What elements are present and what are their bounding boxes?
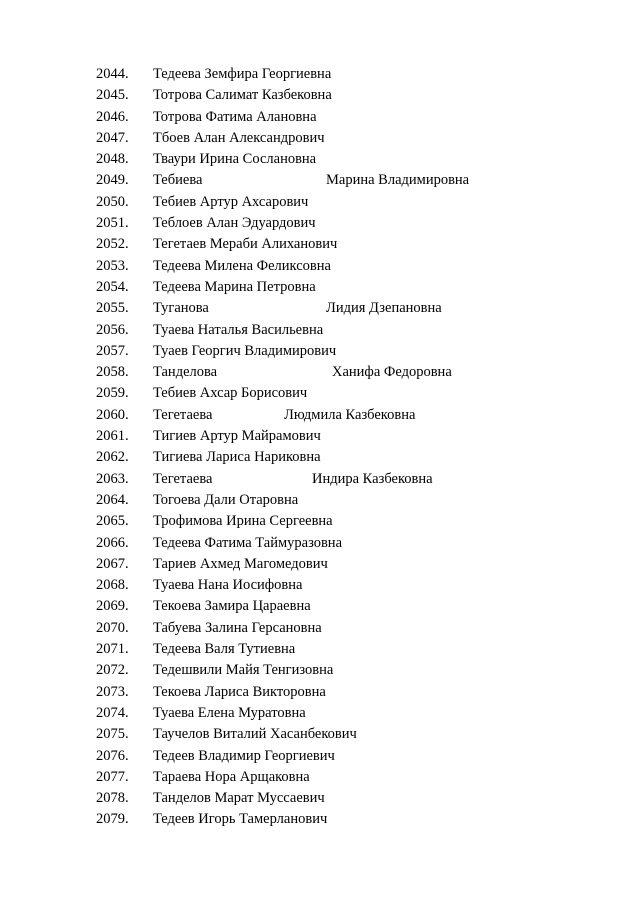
list-item <box>0 426 640 447</box>
list-item <box>0 618 640 639</box>
entry-name: Текоева Лариса Викторовна <box>153 683 326 700</box>
entry-number: 2045. <box>96 87 129 104</box>
entry-name-continued: Лидия Дзепановна <box>326 300 442 317</box>
entry-name: Танделов Марат Муссаевич <box>153 790 325 807</box>
list-item <box>0 64 640 85</box>
entry-name: Туаева Елена Муратовна <box>153 704 306 721</box>
entry-number: 2057. <box>96 342 129 359</box>
entry-number: 2075. <box>96 726 129 743</box>
entry-number: 2066. <box>96 534 129 551</box>
entry-name: Таучелов Виталий Хасанбекович <box>153 726 357 743</box>
entry-number: 2078. <box>96 790 129 807</box>
entry-name: Туганова <box>153 300 209 317</box>
entry-name-continued: Людмила Казбековна <box>284 406 416 423</box>
entry-name: Тегетаева <box>153 470 213 487</box>
entry-name: Туаев Георгич Владимирович <box>153 342 337 359</box>
entry-number: 2077. <box>96 768 129 785</box>
entry-name: Тараева Нора Арщаковна <box>153 768 310 785</box>
list-item <box>0 213 640 234</box>
entry-number: 2062. <box>96 449 129 466</box>
entry-name: Тигиев Артур Майрамович <box>153 428 321 445</box>
entry-number: 2060. <box>96 406 129 423</box>
entry-name: Тотрова Салимат Казбековна <box>153 87 332 104</box>
list-item <box>0 490 640 511</box>
entry-name: Тбоев Алан Александрович <box>153 129 325 146</box>
entry-number: 2076. <box>96 747 129 764</box>
list-item <box>0 596 640 617</box>
list-item <box>0 341 640 362</box>
list-item <box>0 107 640 128</box>
entry-number: 2067. <box>96 555 129 572</box>
entry-number: 2054. <box>96 278 129 295</box>
list-item <box>0 256 640 277</box>
entry-name: Тебиев Ахсар Борисович <box>153 385 308 402</box>
entry-number: 2071. <box>96 641 129 658</box>
entry-number: 2074. <box>96 704 129 721</box>
entry-name: Тигиева Лариса Нариковна <box>153 449 321 466</box>
list-item <box>0 383 640 404</box>
list-item <box>0 511 640 532</box>
entry-number: 2070. <box>96 619 129 636</box>
entry-number: 2051. <box>96 215 129 232</box>
list-item <box>0 298 640 319</box>
entry-name: Теблоев Алан Эдуардович <box>153 215 316 232</box>
list-item <box>0 192 640 213</box>
entry-name: Туаева Наталья Васильевна <box>153 321 324 338</box>
entry-number: 2064. <box>96 491 129 508</box>
entry-number: 2063. <box>96 470 129 487</box>
list-item <box>0 362 640 383</box>
entry-number: 2068. <box>96 577 129 594</box>
entry-name: Тедеева Марина Петровна <box>153 278 316 295</box>
entry-name: Тедеева Валя Тутиевна <box>153 641 296 658</box>
list-item <box>0 447 640 468</box>
list-item <box>0 320 640 341</box>
entry-number: 2072. <box>96 662 129 679</box>
list-item <box>0 277 640 298</box>
entry-name: Тедеева Фатима Таймуразовна <box>153 534 343 551</box>
entry-number: 2058. <box>96 364 129 381</box>
entry-number: 2056. <box>96 321 129 338</box>
list-item <box>0 682 640 703</box>
list-item <box>0 767 640 788</box>
entry-name: Тедеев Владимир Георгиевич <box>153 747 335 764</box>
entry-number: 2047. <box>96 129 129 146</box>
list-item <box>0 660 640 681</box>
entry-name-continued: Ханифа Федоровна <box>332 364 452 381</box>
list-item <box>0 639 640 660</box>
entry-number: 2049. <box>96 172 129 189</box>
entry-number: 2065. <box>96 513 129 530</box>
entry-name: Табуева Залина Герсановна <box>153 619 322 636</box>
list-item <box>0 149 640 170</box>
entry-name: Тебиева <box>153 172 203 189</box>
list-item <box>0 128 640 149</box>
list-item <box>0 703 640 724</box>
entry-number: 2044. <box>96 66 129 82</box>
entry-name: Тедеев Игорь Тамерланович <box>153 811 328 828</box>
entry-number: 2079. <box>96 811 129 828</box>
entry-name: Туаева Нана Иосифовна <box>153 577 303 594</box>
list-item <box>0 746 640 767</box>
entry-name: Тедеева Милена Феликсовна <box>153 257 331 274</box>
list-item <box>0 788 640 809</box>
entry-name: Тегетаев Мераби Алиханович <box>153 236 338 253</box>
entry-name-continued: Марина Владимировна <box>326 172 470 189</box>
entry-name: Тотрова Фатима Алановна <box>153 108 317 125</box>
entry-number: 2069. <box>96 598 129 615</box>
entry-name: Тогоева Дали Отаровна <box>153 491 299 508</box>
entry-number: 2059. <box>96 385 129 402</box>
entry-name-continued: Индира Казбековна <box>312 470 433 487</box>
entry-name: Тегетаева <box>153 406 213 423</box>
list-item <box>0 724 640 745</box>
list-item <box>0 554 640 575</box>
entry-number: 2053. <box>96 257 129 274</box>
list-item <box>0 234 640 255</box>
entry-number: 2048. <box>96 151 129 168</box>
list-item <box>0 469 640 490</box>
list-item <box>0 575 640 596</box>
entry-number: 2055. <box>96 300 129 317</box>
entry-name: Тедеева Земфира Георгиевна <box>153 66 332 82</box>
list-item <box>0 809 640 830</box>
entry-name: Трофимова Ирина Сергеевна <box>153 513 333 530</box>
entry-name: Тваури Ирина Сослановна <box>153 151 317 168</box>
entry-name: Тариев Ахмед Магомедович <box>153 555 328 572</box>
entry-number: 2061. <box>96 428 129 445</box>
list-item <box>0 533 640 554</box>
entry-number: 2052. <box>96 236 129 253</box>
entry-name: Текоева Замира Цараевна <box>153 598 311 615</box>
entry-name: Тебиев Артур Ахсарович <box>153 193 309 210</box>
list-item <box>0 85 640 106</box>
name-list <box>0 64 640 831</box>
entry-number: 2073. <box>96 683 129 700</box>
entry-name: Тедешвили Майя Тенгизовна <box>153 662 334 679</box>
list-item <box>0 405 640 426</box>
list-item <box>0 170 640 191</box>
entry-number: 2046. <box>96 108 129 125</box>
entry-name: Танделова <box>153 364 218 381</box>
entry-number: 2050. <box>96 193 129 210</box>
